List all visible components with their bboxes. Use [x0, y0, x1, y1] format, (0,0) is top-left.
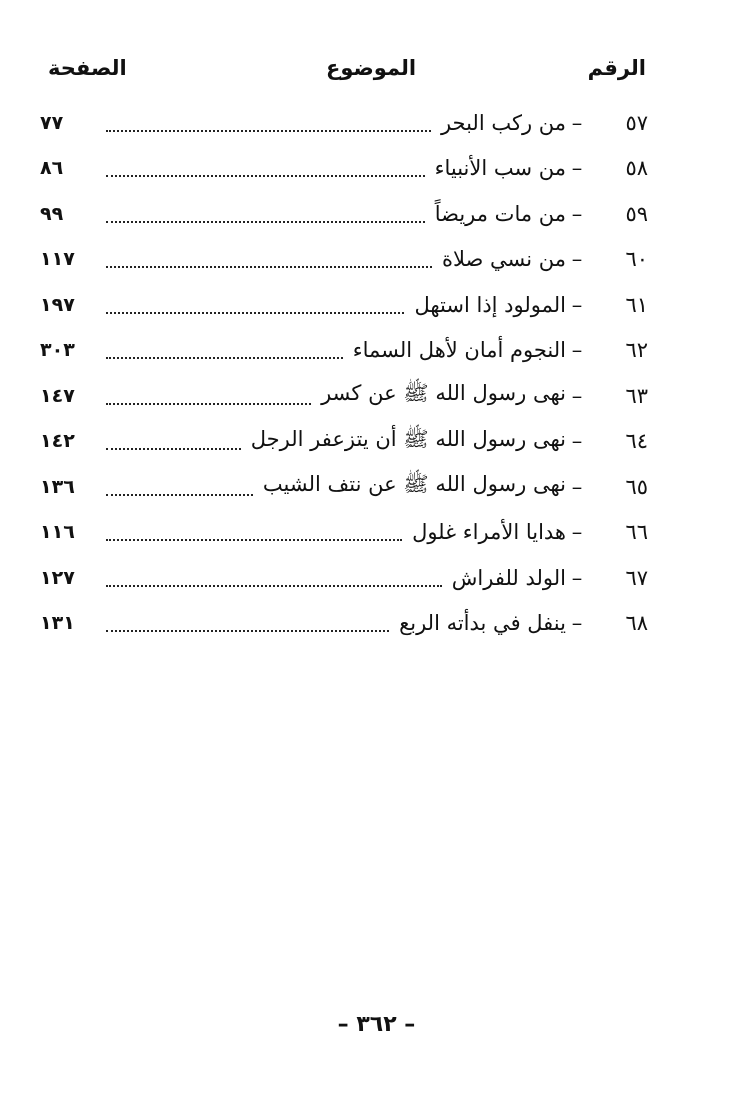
toc-row	[40, 237, 650, 283]
entry-title: نهى رسول الله ﷺ أن يتزعفر الرجل	[250, 426, 566, 451]
dot-leader	[106, 357, 343, 359]
entry-number: ٥٩	[625, 201, 648, 226]
toc-row	[40, 510, 650, 556]
entry-title: المولود إذا استهل	[414, 292, 566, 317]
table-header	[40, 56, 650, 92]
entry-page: ٣٠٣	[40, 339, 75, 362]
entry-page: ١٣١	[40, 612, 75, 635]
entry-dash: –	[571, 474, 583, 499]
entry-title: نهى رسول الله ﷺ عن كسر	[321, 381, 566, 406]
dot-leader	[106, 312, 404, 314]
entry-title: من سب الأنبياء	[434, 156, 566, 181]
dot-leader	[106, 130, 431, 132]
dot-leader	[106, 175, 425, 177]
entry-page: ٩٩	[40, 202, 64, 225]
entry-page: ١٤٧	[40, 384, 75, 407]
entry-dash: –	[571, 110, 583, 135]
toc-row	[40, 100, 650, 146]
header-page-label: الصفحة	[48, 56, 127, 80]
entry-dash: –	[571, 156, 583, 181]
entry-number: ٦٣	[625, 383, 648, 408]
entry-page: ١٩٧	[40, 293, 75, 316]
entry-title: هدايا الأمراء غلول	[412, 520, 566, 545]
dot-leader	[106, 266, 432, 268]
entry-number: ٦٢	[625, 338, 648, 363]
dot-leader	[106, 539, 402, 541]
entry-number: ٥٨	[625, 156, 648, 181]
entry-page: ١٢٧	[40, 566, 75, 589]
entry-title: من نسي صلاة	[441, 247, 566, 272]
entry-number: ٦٠	[625, 247, 648, 272]
entry-dash: –	[571, 338, 583, 363]
toc-row	[40, 191, 650, 237]
entry-number: ٦١	[625, 292, 648, 317]
entry-number: ٦٨	[625, 611, 648, 636]
entry-page: ١١٧	[40, 248, 75, 271]
entry-page: ١٣٦	[40, 475, 75, 498]
entry-dash: –	[571, 520, 583, 545]
entry-title: النجوم أمان لأهل السماء	[352, 338, 566, 363]
dot-leader	[106, 494, 253, 496]
toc-row	[40, 555, 650, 601]
toc-row	[40, 328, 650, 374]
entry-dash: –	[571, 429, 583, 454]
header-number-label: الرقم	[587, 56, 646, 80]
dot-leader	[106, 585, 442, 587]
entry-number: ٦٤	[625, 429, 648, 454]
entry-dash: –	[571, 292, 583, 317]
entry-page: ١١٦	[40, 521, 75, 544]
entry-dash: –	[571, 247, 583, 272]
entry-dash: –	[571, 201, 583, 226]
entry-number: ٦٦	[625, 520, 648, 545]
entry-title: نهى رسول الله ﷺ عن نتف الشيب	[262, 472, 566, 497]
dot-leader	[106, 403, 311, 405]
toc-row	[40, 464, 650, 510]
page-number: – ٣٦٢ –	[337, 1012, 416, 1037]
toc-row	[40, 601, 650, 647]
entry-page: ١٤٢	[40, 430, 75, 453]
entry-title: من مات مريضاً	[434, 201, 566, 226]
header-topic-label: الموضوع	[326, 56, 417, 80]
dot-leader	[106, 630, 389, 632]
entry-number: ٦٥	[625, 474, 648, 499]
dot-leader	[106, 221, 425, 223]
table-of-contents	[40, 100, 650, 646]
entry-title: الولد للفراش	[451, 565, 566, 590]
toc-row	[40, 419, 650, 465]
entry-title: ينفل في بدأته الربع	[399, 611, 566, 636]
entry-number: ٦٧	[625, 565, 648, 590]
toc-row	[40, 282, 650, 328]
entry-dash: –	[571, 383, 583, 408]
entry-title: من ركب البحر	[440, 110, 566, 135]
entry-number: ٥٧	[625, 110, 648, 135]
toc-row	[40, 373, 650, 419]
entry-dash: –	[571, 565, 583, 590]
toc-row	[40, 146, 650, 192]
entry-page: ٧٧	[40, 111, 64, 134]
dot-leader	[106, 448, 241, 450]
entry-page: ٨٦	[40, 157, 64, 180]
entry-dash: –	[571, 611, 583, 636]
